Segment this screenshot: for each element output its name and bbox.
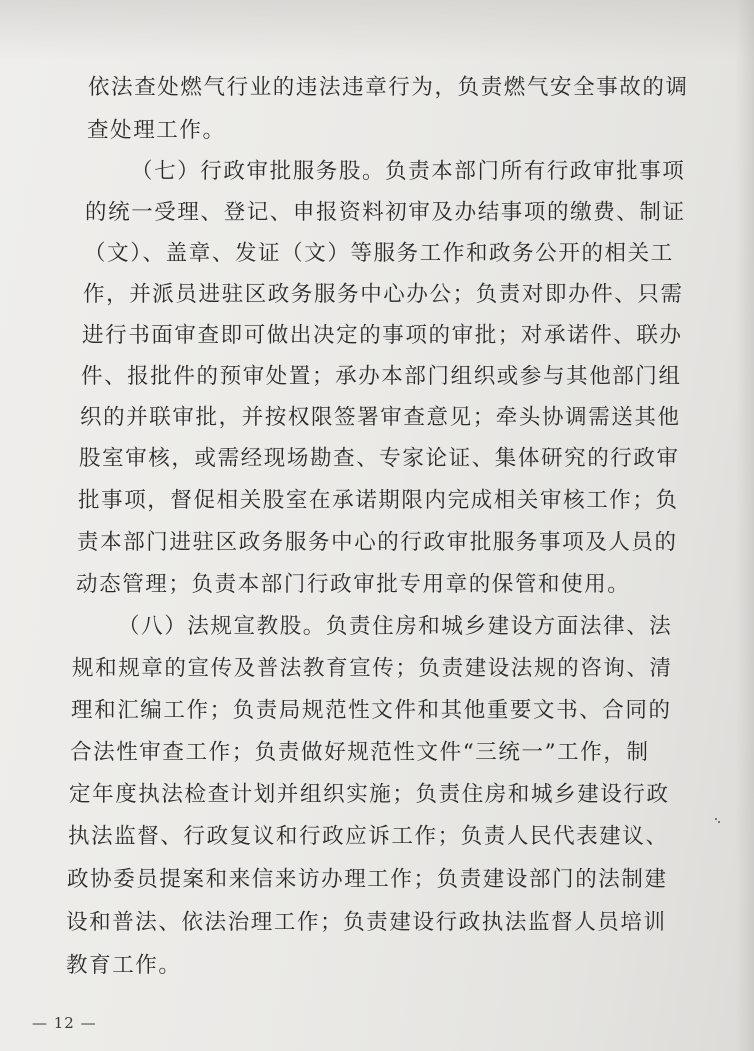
paragraph-heading-8: （八）法规宣教股。负责住房和城乡建设方面法律、法 — [118, 614, 673, 639]
text-line: 批事项，督促相关股室在承诺期限内完成相关审核工作；负 — [78, 488, 679, 513]
text-line: 织的并联审批，并按权限签署审查意见；牵头协调需送其他 — [80, 405, 681, 430]
text-line: 设和普法、依法治理工作；负责建设行政执法监督人员培训 — [66, 910, 667, 935]
text-line: 执法监督、行政复议和行政应诉工作；负责人民代表建议、 — [68, 824, 669, 849]
text-line: 教育工作。 — [66, 953, 182, 978]
text-line: 进行书面审查即可做出决定的事项的审批；对承诺件、联办 — [82, 323, 683, 348]
text-line: 定年度执法检查计划并组织实施；负责住房和城乡建设行政 — [69, 782, 670, 807]
text-line: 政协委员提案和来信来访办理工作；负责建设部门的法制建 — [67, 867, 668, 892]
text-line: 动态管理；负责本部门行政审批专用章的保管和使用。 — [76, 572, 631, 597]
text-line: 作，并派员进驻区政务服务中心办公；负责对即办件、只需 — [83, 282, 684, 307]
page-number: — 12 — — [32, 1014, 97, 1032]
text-line: （文）、盖章、发证（文）等服务工作和政务公开的相关工 — [84, 241, 674, 266]
paragraph-heading-7: （七）行政审批服务股。负责本部门所有行政审批事项 — [131, 159, 686, 184]
text-line: 责本部门进驻区政务服务中心的行政审批服务事项及人员的 — [77, 530, 678, 555]
paper-speck — [715, 818, 721, 824]
text-line: 件、报批件的预审处置；承办本部门组织或参与其他部门组 — [81, 364, 682, 389]
text-line: 理和汇编工作；负责局规范性文件和其他重要文书、合同的 — [71, 698, 672, 723]
text-line: 的统一受理、登记、申报资料初审及办结事项的缴费、制证 — [85, 200, 686, 225]
text-line: 规和规章的宣传及普法教育宣传；负责建设法规的咨询、清 — [72, 656, 673, 681]
text-line: 股室审核，或需经现场勘查、专家论证、集体研究的行政审 — [79, 446, 680, 471]
text-line: 查处理工作。 — [87, 118, 226, 143]
text-line: 合法性审查工作；负责做好规范性文件“三统一”工作，制 — [70, 740, 650, 765]
text-line: 依法查处燃气行业的违法违章行为，负责燃气安全事故的调 — [88, 75, 689, 100]
